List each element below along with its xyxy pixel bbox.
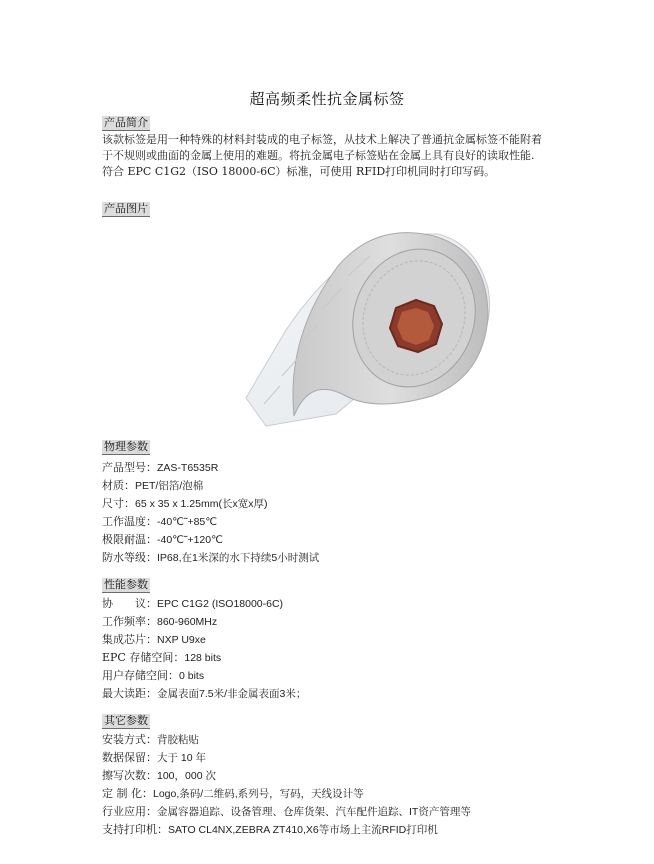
section-heading-physical: 物理参数 — [104, 440, 148, 453]
row-value: PET/铝箔/泡棉 — [135, 480, 204, 492]
other-row — [102, 751, 206, 765]
performance-row — [102, 669, 204, 683]
row-label: 尺寸： — [102, 497, 135, 510]
row-label: 工作温度： — [102, 515, 157, 528]
performance-row — [102, 633, 206, 647]
row-value: -40℃˜+85℃ — [157, 516, 218, 528]
section-heading-picture: 产品图片 — [104, 202, 148, 215]
physical-row — [102, 461, 218, 475]
physical-row — [102, 479, 203, 493]
row-label: 极限耐温： — [102, 533, 157, 546]
row-label: 最大读距： — [102, 687, 157, 700]
row-value: 100，000 次 — [157, 770, 216, 782]
row-value: 0 bits — [179, 670, 205, 682]
performance-row — [102, 687, 306, 701]
other-row — [102, 733, 199, 747]
row-label: 安装方式： — [102, 733, 157, 746]
section-heading-performance: 性能参数 — [104, 578, 148, 591]
row-value: 背胶粘贴 — [157, 734, 199, 746]
row-value: -40℃˜+120℃ — [157, 534, 223, 546]
row-label: 数据保留： — [102, 751, 157, 764]
row-label: 防水等级： — [102, 551, 157, 564]
row-value: 大于 10 年 — [157, 752, 207, 764]
row-value: SATO CL4NX,ZEBRA ZT410,X6等市场上主流RFID打印机 — [168, 824, 438, 836]
row-value: ZAS-T6535R — [157, 462, 219, 474]
row-label: 定 制 化： — [102, 787, 153, 800]
row-label: 擦写次数： — [102, 769, 157, 782]
intro-paragraph — [102, 132, 562, 180]
document-title: 超高频柔性抗金属标签 — [249, 90, 405, 108]
row-label: 支持打印机： — [102, 823, 168, 836]
row-value: 65 x 35 x 1.25mm(长x宽x厚) — [135, 498, 268, 510]
row-label: EPC 存储空间： — [102, 651, 185, 664]
physical-row — [102, 551, 319, 565]
section-heading-intro: 产品简介 — [104, 116, 148, 129]
row-value: IP68,在1米深的水下持续5小时测试 — [157, 552, 320, 564]
row-value: EPC C1G2 (ISO18000-6C) — [157, 598, 284, 610]
intro-line: 符合 EPC C1G2（ISO 18000-6C）标准，可使用 RFID打印机同时打印写码。 — [102, 165, 496, 178]
other-row — [102, 805, 471, 819]
row-value: 金属容器追踪、设备管理、仓库货架、汽车配件追踪、IT资产管理等 — [157, 806, 471, 818]
row-label: 用户存储空间： — [102, 669, 179, 682]
other-row — [102, 787, 364, 801]
other-row — [102, 769, 216, 783]
row-label: 协 议： — [102, 597, 157, 610]
performance-row — [102, 597, 283, 611]
row-value: NXP U9xe — [157, 634, 206, 646]
section-heading-other: 其它参数 — [104, 714, 148, 727]
performance-row — [102, 651, 221, 665]
performance-row — [102, 615, 217, 629]
row-value: 860-960MHz — [157, 616, 218, 628]
row-label: 材质： — [102, 479, 135, 492]
other-row — [102, 823, 438, 837]
physical-row — [102, 497, 267, 511]
physical-row — [102, 533, 223, 547]
intro-line: 该款标签是用一种特殊的材料封装成的电子标签，从技术上解决了普通抗金属标签不能附着 — [102, 133, 542, 146]
row-label: 工作频率： — [102, 615, 157, 628]
physical-row — [102, 515, 217, 529]
row-label: 集成芯片： — [102, 633, 157, 646]
label-roll-image — [226, 226, 496, 436]
row-label: 行业应用： — [102, 805, 157, 818]
row-value: 金属表面7.5米/非金属表面3米； — [157, 688, 307, 700]
intro-line: 于不规则或曲面的金属上使用的难题。将抗金属电子标签贴在金属上具有良好的读取性能. — [102, 149, 535, 162]
row-label: 产品型号： — [102, 461, 157, 474]
row-value: 128 bits — [184, 652, 222, 664]
row-value: Logo,条码/二维码,系列号，写码，天线设计等 — [153, 788, 364, 800]
